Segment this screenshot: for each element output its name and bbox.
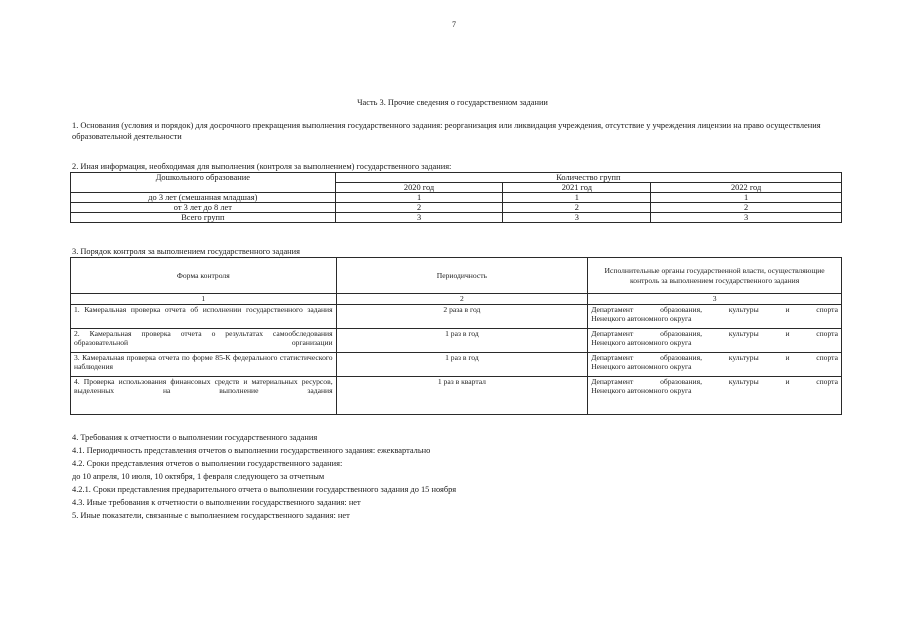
groups-table-header-education: Дошкольного образование: [71, 173, 336, 193]
organ-word: спорта: [816, 329, 838, 338]
section-4-heading: 4. Требования к отчетности о выполнении государственного задания: [72, 433, 318, 442]
table-row: [71, 203, 842, 213]
control-table-header-form: Форма контроля: [71, 258, 337, 294]
section-4-1: 4.1. Периодичность представления отчетов о выполнении государственного задания: ежеквартально: [72, 446, 431, 455]
control-table-col-number: 1: [71, 294, 337, 305]
groups-table-year: 2021 год: [503, 183, 651, 193]
section-4-2-dates: до 10 апреля, 10 июля, 10 октября, 1 февраля следующего за отчетным: [72, 472, 325, 481]
groups-cell: 1: [651, 193, 842, 203]
control-form: 2. Камеральная проверка отчета о результатах самообследования образовательной организации: [71, 329, 337, 353]
groups-cell: 1: [503, 193, 651, 203]
groups-cell: 2: [651, 203, 842, 213]
section-5: 5. Иные показатели, связанные с выполнением государственного задания: нет: [72, 511, 350, 520]
control-period: 2 раза в год: [336, 305, 588, 329]
organ-word: спорта: [816, 377, 838, 386]
organ-word: образования,: [660, 377, 703, 386]
control-table-header-organ: Исполнительные органы государственной власти, осуществляющие контроль за выполнением государственного задания: [588, 258, 842, 294]
section-4-3: 4.3. Иные требования к отчетности о выполнении государственного задания: нет: [72, 498, 361, 507]
groups-table-year: 2020 год: [335, 183, 503, 193]
groups-cell: 3: [503, 213, 651, 223]
groups-table: [70, 172, 842, 223]
groups-cell: 2: [335, 203, 503, 213]
groups-cell: 1: [335, 193, 503, 203]
control-table: [70, 257, 842, 415]
organ-word: Департамент: [591, 305, 634, 314]
organ-word: Департамент: [591, 377, 634, 386]
organ-word: Департамент: [591, 353, 634, 362]
control-form: 3. Камеральная проверка отчета по форме 85-К федерального статистического наблюдения: [71, 353, 337, 377]
organ-word: и: [785, 329, 790, 338]
organ-word: культуры: [728, 353, 759, 362]
organ-line-2: Ненецкого автономного округа: [591, 314, 692, 324]
organ-word: Департамент: [591, 329, 634, 338]
groups-row-label: до 3 лет (смешанная младшая): [71, 193, 336, 203]
organ-line-2: Ненецкого автономного округа: [591, 386, 692, 396]
organ-word: культуры: [728, 329, 759, 338]
section-3-heading: 3. Порядок контроля за выполнением государственного задания: [72, 247, 300, 256]
section-1-text: 1. Основания (условия и порядок) для досрочного прекращения выполнения государственного задания: реорганизация или ликвидация учреждения, отсутствие у учреждения лицензии на право осуществления образовательной деятельности: [72, 121, 821, 141]
organ-word: и: [785, 377, 790, 386]
organ-word: и: [785, 353, 790, 362]
groups-row-label: Всего групп: [71, 213, 336, 223]
table-row: [71, 377, 842, 415]
table-row: [71, 353, 842, 377]
organ-word: культуры: [728, 305, 759, 314]
table-row: [71, 193, 842, 203]
control-form: 4. Проверка использования финансовых средств и материальных ресурсов, выделенных на выполнение задания: [71, 377, 337, 415]
organ-word: образования,: [660, 329, 703, 338]
organ-line-2: Ненецкого автономного округа: [591, 338, 692, 348]
control-organ: [588, 353, 842, 377]
groups-cell: 3: [335, 213, 503, 223]
groups-row-label: от 3 лет до 8 лет: [71, 203, 336, 213]
control-table-header-period: Периодичность: [336, 258, 588, 294]
control-organ: [588, 377, 842, 415]
organ-word: спорта: [816, 353, 838, 362]
section-2-heading: 2. Иная информация, необходимая для выполнения (контроля за выполнением) государственного задания:: [72, 162, 452, 171]
organ-word: спорта: [816, 305, 838, 314]
groups-table-year: 2022 год: [651, 183, 842, 193]
organ-line-2: Ненецкого автономного округа: [591, 362, 692, 372]
groups-cell: 3: [651, 213, 842, 223]
control-period: 1 раз в год: [336, 329, 588, 353]
groups-table-header-count: Количество групп: [335, 173, 841, 183]
control-table-col-number: 2: [336, 294, 588, 305]
organ-word: образования,: [660, 353, 703, 362]
organ-word: и: [785, 305, 790, 314]
control-table-col-number: 3: [588, 294, 842, 305]
table-row: [71, 329, 842, 353]
organ-word: образования,: [660, 305, 703, 314]
control-organ: [588, 305, 842, 329]
control-period: 1 раз в год: [336, 353, 588, 377]
control-period: 1 раз в квартал: [336, 377, 588, 415]
section-4-2-1: 4.2.1. Сроки представления предварительного отчета о выполнении государственного задания до 15 ноября: [72, 485, 457, 494]
control-form: 1. Камеральная проверка отчета об исполнении государственного задания: [71, 305, 337, 329]
part-title: Часть 3. Прочие сведения о государственном задании: [357, 98, 548, 107]
control-organ: [588, 329, 842, 353]
section-4-2: 4.2. Сроки представления отчетов о выполнении государственного задания:: [72, 459, 343, 468]
page-number: 7: [452, 20, 456, 29]
organ-word: культуры: [728, 377, 759, 386]
table-row: [71, 213, 842, 223]
table-row: [71, 305, 842, 329]
groups-cell: 2: [503, 203, 651, 213]
